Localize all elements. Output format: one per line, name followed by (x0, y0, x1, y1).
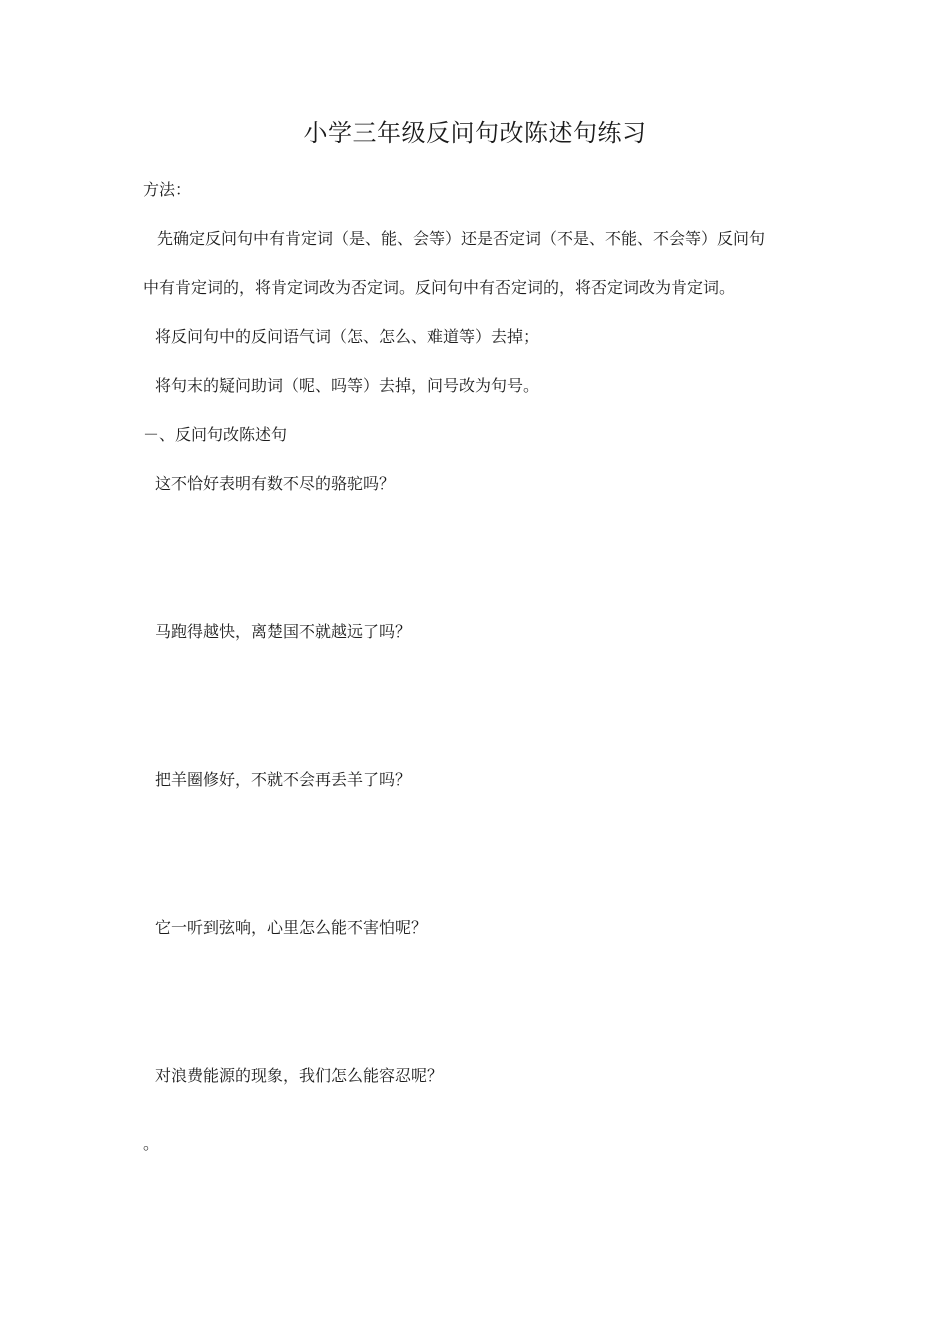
page-title: 小学三年级反问句改陈述句练习 (303, 119, 647, 147)
method-line-2: 中有肯定词的，将肯定词改为否定词。反问句中有否定词的，将否定词改为肯定词。 (143, 278, 736, 297)
method-line-1: 先确定反问句中有肯定词（是、能、会等）还是否定词（不是、不能、不会等）反问句 (157, 229, 766, 248)
exercise-item: 它一听到弦响，心里怎么能不害怕呢？ (155, 918, 428, 937)
section-heading: －、反问句改陈述句 (143, 425, 288, 444)
exercise-item: 把羊圈修好，不就不会再丢羊了吗？ (155, 770, 412, 789)
exercise-item: 这不恰好表明有数不尽的骆驼吗？ (155, 474, 396, 493)
trailing-mark: 。 (143, 1134, 160, 1153)
exercise-item: 马跑得越快，离楚国不就越远了吗？ (155, 622, 412, 641)
method-label: 方法： (143, 180, 192, 199)
method-line-4: 将句末的疑问助词（呢、吗等）去掉，问号改为句号。 (155, 376, 540, 395)
method-line-3: 将反问句中的反问语气词（怎、怎么、难道等）去掉； (155, 327, 540, 346)
exercise-item: 对浪费能源的现象，我们怎么能容忍呢？ (155, 1066, 444, 1085)
